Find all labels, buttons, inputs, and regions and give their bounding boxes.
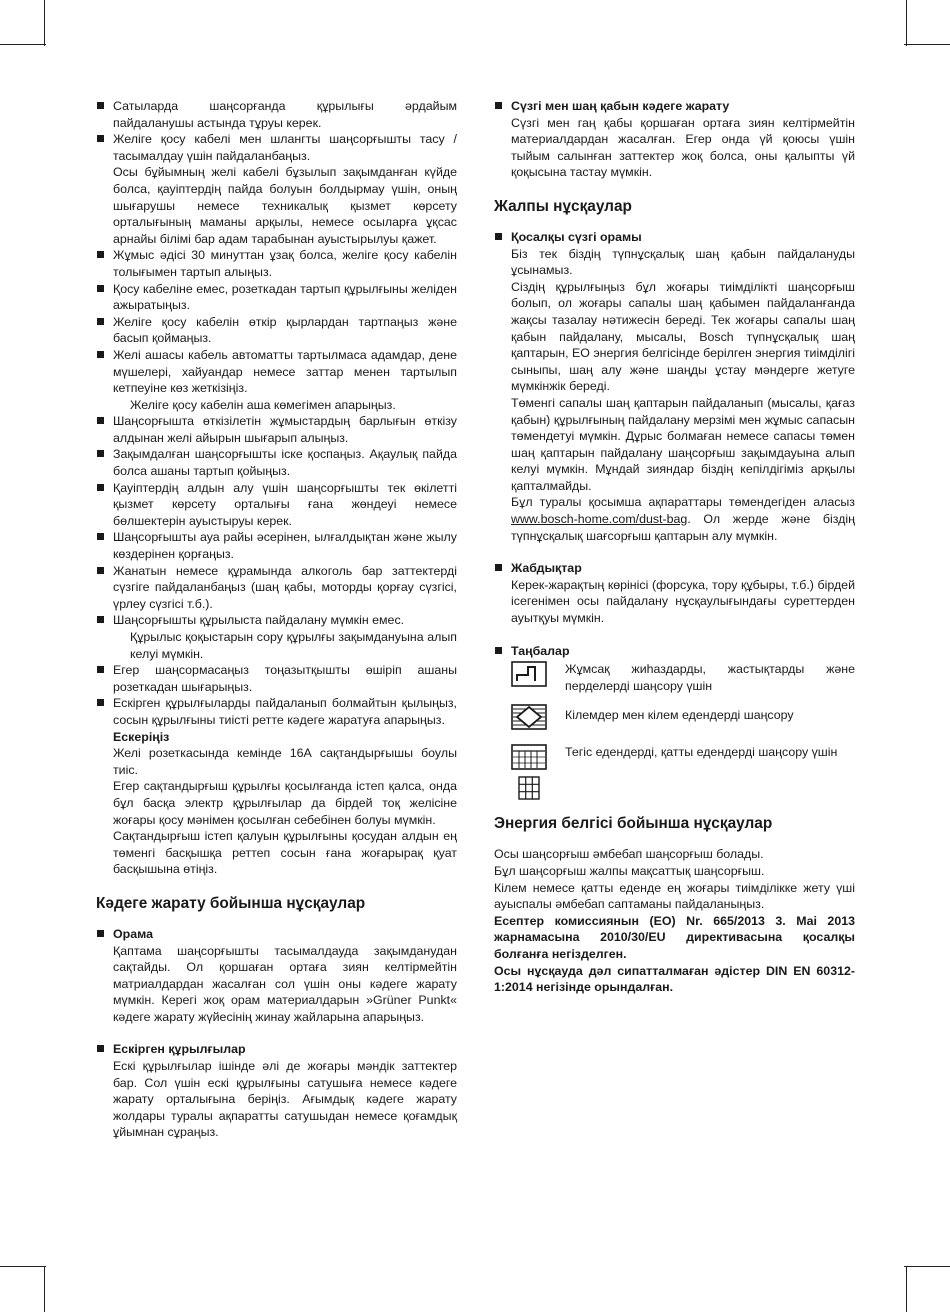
safety-list-item: Желі ашасы кабель автоматты тартылмаса адамдар, дене мүшелері, хайуандар немесе заттар менен тартылып кетпеуіне көз жеткізіңіз. (96, 347, 457, 397)
general-notes-heading: Жалпы нұсқаулар (494, 197, 632, 215)
spare-filter-text (494, 494, 855, 544)
energy-text: Бұл шаңсорғыш жалпы мақсаттық шаңсорғыш. (494, 864, 765, 878)
upholstery-icon (511, 661, 547, 687)
safety-list-item: Шаңсорғышта өткізілетін жұмыстардың барлығын өткізу алдынан желі айырын шығарып алыңыз. (96, 413, 457, 446)
spare-filter-text: Төменгі сапалы шаң қаптарын пайдаланып (мысалы, қағаз қабын) құрылғының пайдалану мерзімі мен жұмыс сапасын төмендетуі мүмкін. Дұрыс болмаған немесе сапасы төмен шаң қаптарын пайдалану шаңсорғыш зақымдауына алып келуі мүмкін. Мұндай зияндар біздің кепілдігіміз арқылы қапталмайды. (511, 395, 855, 493)
spare-filter-text: Сіздің құрылғыңыз бұл жоғары тиімділікті шаңсорғыш болып, ол жоғары сапалы шаң қабымен пайдаланғанда жақсы тазалау нәтижесін береді. Тек жоғары сапалы шаң қабын пайдалану, мысалы, Bosch түпнұсқалық шаң қаптарын, ЕО энергия белгісінде берілген энергия тиімділігі сыныпы, шаң алу және шаңды ұстау мәндерге жетуге мүмкінжік береді. (511, 279, 855, 394)
energy-text: Осы шаңсорғыш әмбебап шаңсорғыш болады. (494, 847, 764, 862)
dust-bag-link[interactable]: www.bosch-home.com/dust-bag (511, 512, 688, 527)
paragraph: Сақтандырғыш істеп қалуын құрылғыны қосудан алдын ең төменгі басқышқа реттеп сосын ғана жоғарырақ қуат басқышына өтіңіз. (113, 829, 457, 877)
safety-list-item: Сатыларда шаңсорғанда құрылығы әрдайым пайдаланушы астында тұруы керек. (96, 98, 457, 131)
section-subheading: Орама (96, 926, 457, 943)
symbols-heading: Таңбалар (494, 643, 855, 660)
disposal-heading: Кәдеге жарату бойынша нұсқаулар (96, 894, 366, 912)
crop-mark (906, 1266, 907, 1312)
spare-filter-text-part: . Ол жерде және біздің түпнұсқалық шағсорғыш қаптарын алу мүмкін. (511, 512, 855, 543)
left-column (96, 98, 457, 1141)
spare-filter-text-part: Бұл туралы қосымша ақпараттары төмендегіден аласыз (511, 495, 855, 510)
symbol-text: Тегіс едендерді, қатты едендерді шаңсору үшін (565, 745, 838, 760)
carpet-icon (511, 704, 547, 730)
spacer (494, 627, 855, 643)
crop-mark (44, 1266, 45, 1312)
paragraph: Ескі құрылғылар ішінде әлі де жоғары мәндік заттектер бар. Сол үшін ескі құрылғыны сатушыға немесе кәдеге жарату орталығына беріңіз. Ағымдық кәдеге жарату жолдары туралы ақпаратты сатушыдан немесе қоғамдық ұйымнан сұраңыз. (113, 1059, 457, 1140)
crop-mark (904, 1266, 950, 1267)
spare-filter-heading: Қосалқы сүзгі орамы (494, 229, 855, 246)
spare-filter-text: Біз тек біздің түпнұсқалық шаң қабын пайдалануды ұсынамыз. (511, 246, 855, 278)
energy-text-bold: Осы нұсқауда дәл сипатталмаған әдістер DIN EN 60312-1:2014 негізінде орындалған. (494, 963, 855, 995)
safety-list-item: Қауіптердің алдын алу үшін шаңсорғышты тек өкілетті қызмет көрсету орталығы ғана жөндеуі немесе бөлшектерін ауыстыруы керек. (96, 480, 457, 530)
safety-list-item: Желіге қосу кабелі мен шлангты шаңсорғышты тасу / тасымалдау үшін пайдаланбаңыз. (96, 131, 457, 164)
note-heading: Ескеріңіз (113, 729, 170, 744)
crop-mark (0, 44, 46, 45)
right-column (494, 98, 855, 996)
energy-label-heading: Энергия белгісі бойынша нұсқаулар (494, 815, 773, 833)
symbol-text: Кілемдер мен кілем едендерді шаңсору (565, 708, 794, 723)
crop-mark (906, 0, 907, 46)
accessories-text: Керек-жарақтың көрінісі (форсука, тору құбыры, т.б.) бірдей ісегенімен осы пайдалану нұсқаулығындағы суреттерден ауытқуы мүмкін. (511, 577, 855, 626)
symbol-row (494, 661, 855, 694)
indented-note: Желіге қосу кабелін аша көмегімен апарыңыз. (130, 397, 396, 412)
filter-disposal-text: Сүзгі мен гаң қабы қоршаған ортаға зиян келтірмейтін материалдардан жасалған. Егер онда үй қоюсы үшін тыйым салынған заттектер жоқ болса, оны қалыпты үй қоқысына тастау мүмкін. (511, 115, 855, 180)
crop-mark (44, 0, 45, 46)
symbol-text: Жұмсақ жиһаздарды, жастықтарды және перделерді шаңсору үшін (565, 662, 855, 693)
safety-list-item: Қосу кабеліне емес, розеткадан тартып құрылғыны желіден ажыратыңыз. (96, 281, 457, 314)
spacer (96, 1025, 457, 1041)
safety-list-item: Жұмыс әдісі 30 минуттан ұзақ болса, желіге қосу кабелін толығымен тартып алыңыз. (96, 247, 457, 280)
safety-list-item: Ескірген құрылғыларды пайдаланып болмайтын қылыңыз, сосын құрылғыны тиісті ретте кәдеге жаратуға апарыңыз. (96, 695, 457, 728)
safety-list-item: Зақымдалған шаңсорғышты іске қоспаңыз. Ақаулық пайда болса ашаны тартып қойыңыз. (96, 446, 457, 479)
section-subheading: Ескірген құрылғылар (96, 1041, 457, 1058)
energy-text: Кілем немесе қатты еденде ең жоғары тиімділікке жету үші ауыспалы әмбебап саптаманы пайдаланыңыз. (494, 880, 855, 912)
spacer (494, 544, 855, 560)
safety-list-item: Жанатын немесе құрамында алкоголь бар заттектерді сүзгіге пайдаланбаңыз (шаң қабы, моторды қорғау сүзгісі, үрлеу сүзгісі т.б.). (96, 563, 457, 613)
symbol-row (494, 744, 855, 804)
paragraph: Осы бұйымның желі кабелі бұзылып зақымданған күйде болса, қауіптердің пайда болуын болдырмау үшін, оның шығарушы немесе техникалық қызмет көрсету орталығының маманы арқылы, немесе осыларға ұқсас арнайы білімі бар адам тарабынан ауыстырылуы қажет. (113, 165, 457, 246)
hard-floor-icon (511, 744, 547, 804)
symbol-row (494, 704, 855, 734)
crop-mark (904, 44, 950, 45)
indented-note: Құрылыс қоқыстарын сору құрылғы зақымдануына алып келуі мүмкін. (130, 630, 457, 661)
filter-disposal-heading: Сүзгі мен шаң қабын кәдеге жарату (494, 98, 855, 115)
safety-list-item: Шаңсорғышты құрылыста пайдалану мүмкін емес. (96, 612, 457, 629)
paragraph: Желі розеткасында кемінде 16А сақтандырғышы боулы тиіс. (113, 746, 457, 777)
energy-text-bold: Есептер комиссиянын (ЕО) Nr. 665/2013 3. Mai 2013 жарнамасына 2010/30/EU директивасына қосалқы болғанға негізделген. (494, 913, 855, 961)
accessories-heading: Жабдықтар (494, 560, 855, 577)
safety-list-item: Желіге қосу кабелін өткір қырлардан тартпаңыз және басып қоймаңыз. (96, 314, 457, 347)
safety-list-item: Егер шаңсормасаңыз тоңазытқышты өшіріп ашаны розеткадан шығарыңыз. (96, 662, 457, 695)
crop-mark (0, 1266, 46, 1267)
safety-list-item: Шаңсорғышты ауа райы әсерінен, ылғалдықтан және жылу көздерінен қорғаңыз. (96, 529, 457, 562)
paragraph: Қаптама шаңсорғышты тасымалдауда зақымданудан сақтайды. Ол қоршаған ортаға зиян келтірмейтін матриалдардан жасалған сол үшін оны кәдеге жарату мүмкін. Керегі жоқ орам материалдарын »Grüner Punkt« кәдеге жарату жүйесінің жинау жайларына апарыңыз. (113, 943, 457, 1024)
paragraph: Егер сақтандырғыш құрылғы қосылғанда істеп қалса, онда бұл басқа электр құрылғылар да бірдей тоқ желісіне жоғары қосу мәнімен қосылған себебінен болуы мүмкін. (113, 779, 457, 827)
